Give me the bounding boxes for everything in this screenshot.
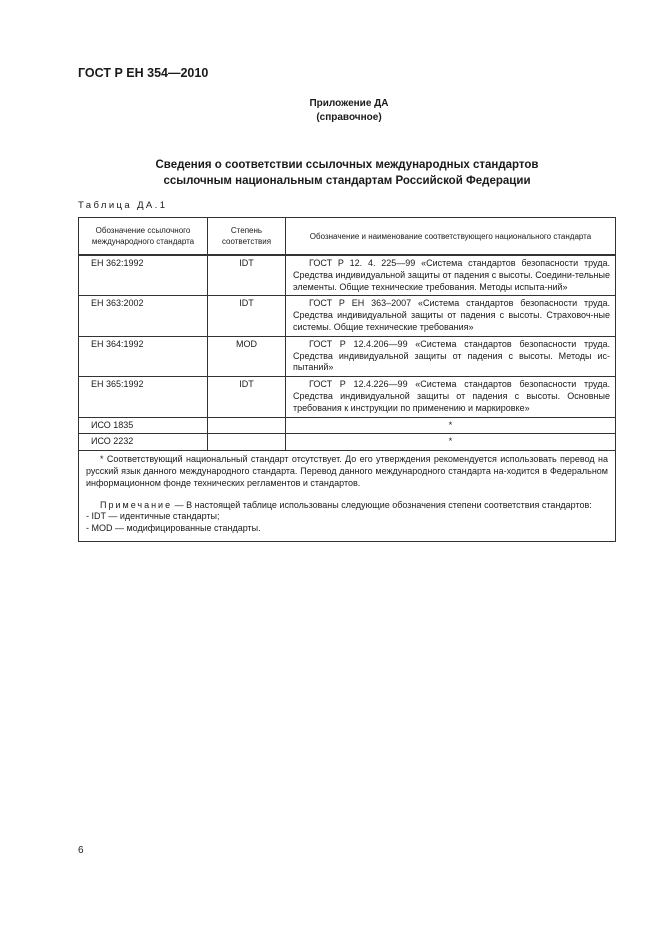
- header-international-standard: Обозначение ссылочного международного стандарта: [79, 218, 208, 256]
- note-item-mod: - MOD — модифицированные стандарты.: [86, 523, 261, 534]
- cell-code: ЕН 362:1992: [79, 255, 208, 296]
- cell-standard: *: [286, 434, 616, 451]
- appendix-kind: (справочное): [316, 112, 382, 123]
- document-code: ГОСТ Р ЕН 354—2010: [78, 66, 209, 80]
- table-row: [79, 434, 616, 451]
- section-title: [78, 157, 616, 189]
- title-line-1: Сведения о соответствии ссылочных международных стандартов: [155, 159, 539, 171]
- correspondence-table: [78, 217, 616, 542]
- cell-degree: [208, 417, 286, 434]
- cell-standard: ГОСТ Р 12. 4. 225—99 «Система стандартов безопасности труда. Средства индивидуальной защиты от падения с высоты. Соедини-тельные элементы. Общие технические требования. Методы испыта-ний»: [286, 255, 616, 296]
- cell-degree: [208, 434, 286, 451]
- note-paragraph: [86, 500, 608, 512]
- cell-degree: IDT: [208, 255, 286, 296]
- cell-code: ЕН 365:1992: [79, 377, 208, 417]
- cell-standard: ГОСТ Р 12.4.226—99 «Система стандартов безопасности труда. Средства индивидуальной защиты от падения с высоты. Основные требования к инструкции по применению и маркировке»: [286, 377, 616, 417]
- table-row: [79, 417, 616, 434]
- table-caption: Таблица ДА.1: [78, 200, 168, 211]
- cell-standard: *: [286, 417, 616, 434]
- footnote: * Соответствующий национальный стандарт отсутствует. До его утверждения рекомендуется использовать перевод на русский язык данного международного стандарта. Перевод данного международного стандарта на-ходится в Федеральном информационном фонде технических регламентов и стандартов.: [86, 454, 608, 488]
- cell-code: ЕН 363:2002: [79, 296, 208, 336]
- note-text: — В настоящей таблице использованы следующие обозначения степени соответствия стандартов:: [172, 499, 592, 510]
- table-notes: [79, 451, 616, 542]
- appendix-label: Приложение ДА: [309, 98, 389, 109]
- table-row: [79, 377, 616, 417]
- note-label: Примечание: [100, 499, 173, 510]
- cell-degree: MOD: [208, 336, 286, 376]
- table-row: [79, 336, 616, 376]
- page-number: 6: [78, 845, 84, 856]
- note-item-idt: - IDT — идентичные стандарты;: [86, 511, 220, 522]
- cell-code: ИСО 2232: [79, 434, 208, 451]
- cell-degree: IDT: [208, 296, 286, 336]
- table-row: [79, 255, 616, 296]
- cell-standard: ГОСТ Р 12.4.206—99 «Система стандартов безопасности труда. Средства индивидуальной защиты от падения с высоты. Методы ис-пытаний»: [286, 336, 616, 376]
- cell-code: ИСО 1835: [79, 417, 208, 434]
- cell-degree: IDT: [208, 377, 286, 417]
- table-header-row: [79, 218, 616, 256]
- table-notes-row: [79, 451, 616, 542]
- table-row: [79, 296, 616, 336]
- header-degree: Степень соответствия: [208, 218, 286, 256]
- title-line-2: ссылочным национальным стандартам Российской Федерации: [163, 175, 531, 187]
- cell-code: ЕН 364:1992: [79, 336, 208, 376]
- header-national-standard: Обозначение и наименование соответствующего национального стандарта: [286, 218, 616, 256]
- appendix-heading: [0, 97, 661, 125]
- cell-standard: ГОСТ Р ЕН 363–2007 «Система стандартов безопасности труда. Средства индивидуальной защиты от падения с высоты. Страховоч-ные системы. Общие технические требования»: [286, 296, 616, 336]
